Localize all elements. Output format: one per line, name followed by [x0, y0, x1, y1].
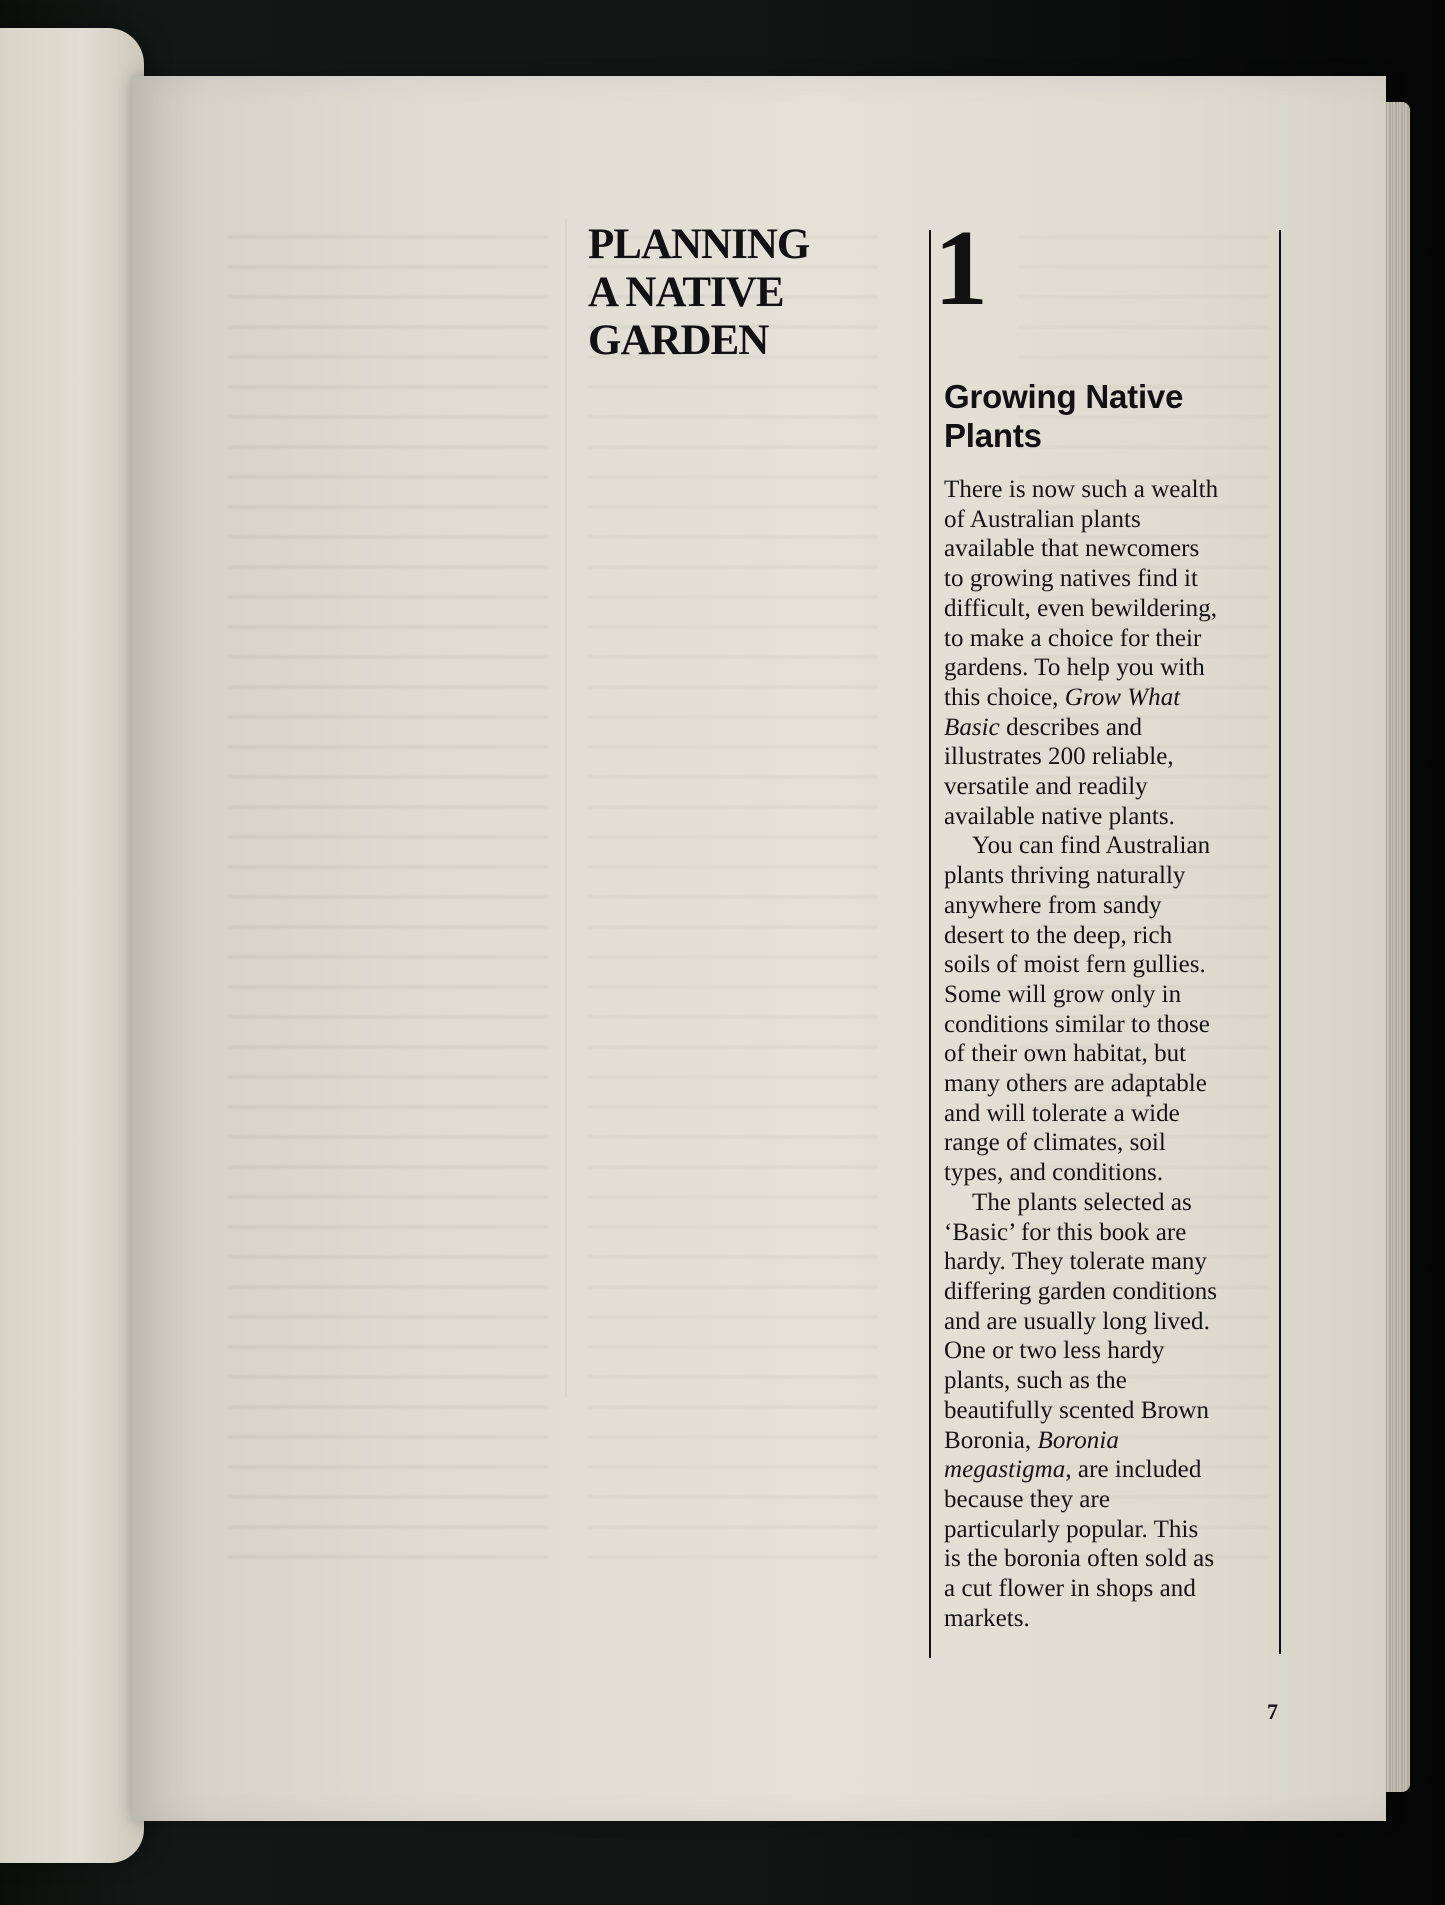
body-text-line: available that newcomers [944, 535, 1200, 563]
body-text-line: of their own habitat, but [944, 1040, 1187, 1068]
body-text-line: You can find Australian [972, 832, 1211, 860]
page-edge-stack [1386, 102, 1410, 1792]
chapter-title-line: A NATIVE [588, 269, 784, 316]
body-text-line: available native plants. [944, 802, 1175, 830]
body-text-line: because they are [944, 1485, 1110, 1513]
body-text-line: types, and conditions. [944, 1159, 1164, 1187]
body-text-line: particularly popular. This [944, 1515, 1199, 1543]
body-text-line: versatile and readily [944, 773, 1148, 801]
body-text-line [944, 1426, 1270, 1456]
body-text-line: plants thriving naturally [944, 862, 1186, 890]
body-text-run: , are included [1065, 1456, 1202, 1484]
body-text-line: soils of moist fern gullies. [944, 951, 1206, 979]
sidebar-left-rule [929, 230, 931, 1658]
body-text-line [944, 1455, 1270, 1485]
body-text-line: The plants selected as [972, 1188, 1192, 1216]
sidebar-right-rule [1279, 230, 1281, 1654]
book-title-italic: Grow What [1064, 683, 1181, 711]
body-text-run: describes and [999, 713, 1143, 741]
body-text-line: is the boronia often sold as [944, 1545, 1215, 1573]
section-heading [944, 377, 1264, 455]
body-text-line: desert to the deep, rich [944, 921, 1173, 949]
chapter-title-line: PLANNING [588, 221, 810, 268]
left-page-edge [0, 28, 144, 1863]
section-heading-line: Growing Native [944, 378, 1184, 415]
body-text-line: to growing natives find it [944, 565, 1199, 593]
botanical-name-italic: Boronia [1037, 1426, 1119, 1454]
body-text-line: ‘Basic’ for this book are [944, 1218, 1187, 1246]
body-text-line: many others are adaptable [944, 1070, 1207, 1098]
body-text-line: conditions similar to those [944, 1010, 1210, 1038]
page-number: 7 [1267, 1699, 1278, 1724]
body-text-line: beautifully scented Brown [944, 1396, 1210, 1424]
body-text-line: and are usually long lived. [944, 1307, 1210, 1335]
chapter-number: 1 [934, 209, 988, 328]
chapter-title-line: GARDEN [588, 317, 769, 364]
body-text-line: of Australian plants [944, 505, 1141, 533]
body-text-line [944, 683, 1270, 713]
body-text-line: illustrates 200 reliable, [944, 743, 1174, 771]
body-text-line [944, 713, 1270, 743]
body-text-line: and will tolerate a wide [944, 1099, 1180, 1127]
body-text-line: to make a choice for their [944, 624, 1202, 652]
body-text-line: markets. [944, 1604, 1030, 1632]
body-text-line: range of climates, soil [944, 1129, 1166, 1157]
body-text-line: plants, such as the [944, 1367, 1127, 1395]
body-text-line: There is now such a wealth [944, 476, 1219, 503]
body-text-run: this choice, [944, 683, 1065, 711]
body-text-line: gardens. To help you with [944, 654, 1205, 682]
body-text-line: hardy. They tolerate many [944, 1248, 1207, 1276]
body-text-line: a cut flower in shops and [944, 1575, 1196, 1603]
body-text-line: Some will grow only in [944, 980, 1182, 1008]
body-text-line: differing garden conditions [944, 1277, 1218, 1305]
body-text-line: difficult, even bewildering, [944, 594, 1218, 622]
body-text-line: One or two less hardy [944, 1337, 1165, 1365]
section-heading-line: Plants [944, 417, 1042, 454]
botanical-name-italic: megastigma [944, 1456, 1066, 1484]
chapter-title [588, 221, 848, 365]
body-text-line: anywhere from sandy [944, 891, 1162, 919]
book-title-italic: Basic [944, 713, 1000, 741]
body-text [944, 475, 1270, 1633]
body-text-run: Boronia, [944, 1426, 1038, 1454]
